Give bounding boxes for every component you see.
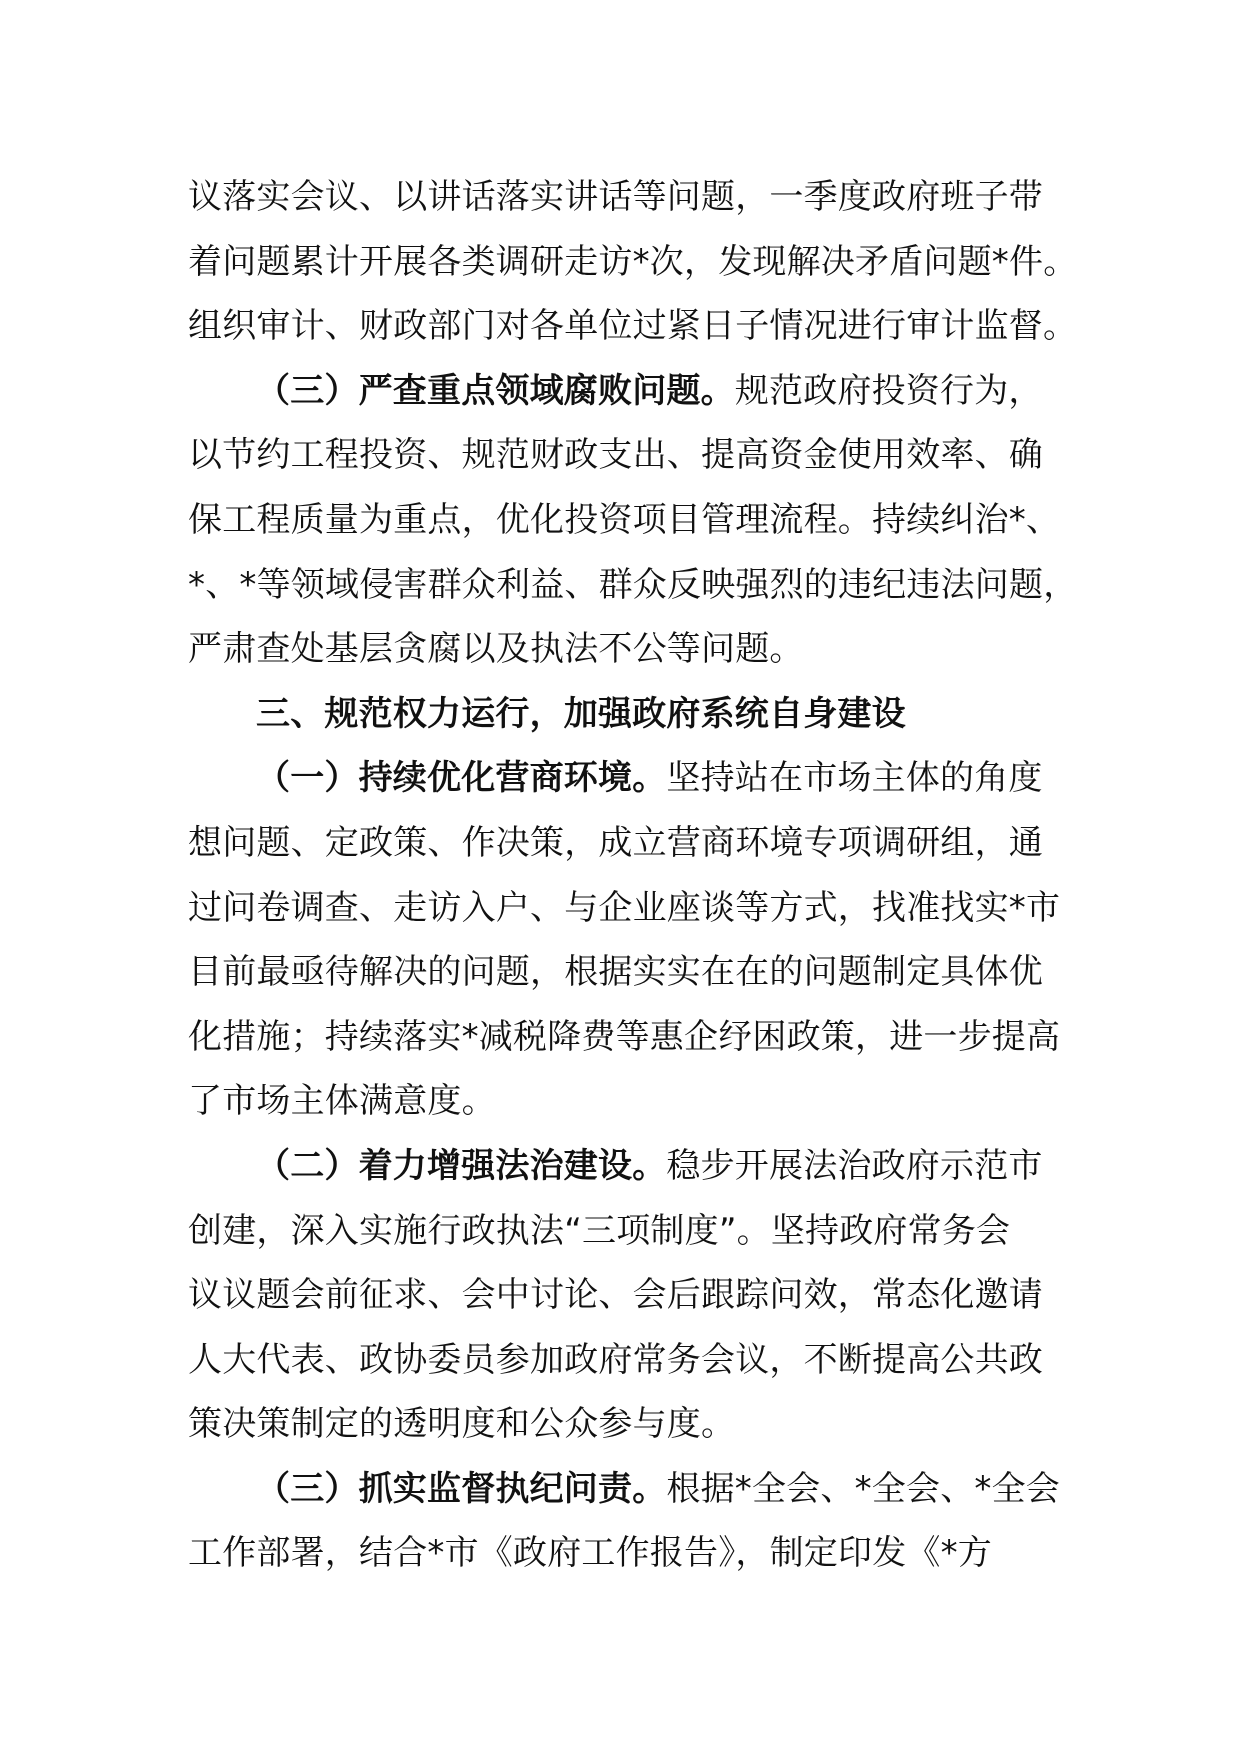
subsection-heading: （三）抓实监督执纪问责。 — [256, 1468, 667, 1509]
line-text: 组织审计、财政部门对各单位过紧日子情况进行审计监督。 — [188, 306, 1078, 347]
document-body — [188, 165, 1088, 1586]
line-text: 想问题、定政策、作决策，成立营商环境专项调研组，通 — [188, 822, 1043, 863]
line-text: 根据*全会、*全会、*全会 — [666, 1468, 1061, 1509]
line-text: 化措施；持续落实*减税降费等惠企纾困政策，进一步提高 — [188, 1016, 1061, 1057]
line-text: 了市场主体满意度。 — [188, 1081, 496, 1122]
text-line — [188, 1069, 1088, 1134]
line-text: 以节约工程投资、规范财政支出、提高资金使用效率、确 — [188, 435, 1043, 476]
text-line — [188, 423, 1088, 488]
text-line — [188, 940, 1088, 1005]
line-text: 坚持站在市场主体的角度 — [666, 758, 1043, 799]
line-text: *、*等领域侵害群众利益、群众反映强烈的违纪违法问题， — [188, 564, 1078, 605]
text-line — [188, 811, 1088, 876]
line-text: 人大代表、政协委员参加政府常务会议，不断提高公共政 — [188, 1339, 1043, 1380]
line-text: 过问卷调查、走访入户、与企业座谈等方式，找准找实*市 — [188, 887, 1061, 928]
line-text: 着问题累计开展各类调研走访*次，发现解决矛盾问题*件。 — [188, 241, 1078, 282]
subsection-heading: （一）持续优化营商环境。 — [256, 758, 667, 799]
line-text: 议落实会议、以讲话落实讲话等问题，一季度政府班子带 — [188, 177, 1043, 217]
subsection-heading: （三）严查重点领域腐败问题。 — [256, 370, 735, 411]
line-text: 规范政府投资行为， — [734, 370, 1043, 411]
chapter-heading: 三、规范权力运行，加强政府系统自身建设 — [256, 693, 906, 734]
line-text: 策决策制定的透明度和公众参与度。 — [188, 1404, 736, 1445]
chapter-heading-line — [188, 682, 1088, 747]
text-line — [188, 876, 1088, 941]
text-line — [188, 230, 1088, 295]
text-line — [188, 1392, 1088, 1457]
subsection-heading: （二）着力增强法治建设。 — [256, 1145, 667, 1186]
section-heading-line — [188, 359, 1088, 424]
line-text: 保工程质量为重点，优化投资项目管理流程。持续纠治*、 — [188, 499, 1061, 540]
line-text: 创建，深入实施行政执法“三项制度”。坚持政府常务会 — [188, 1210, 1011, 1251]
line-text: 稳步开展法治政府示范市 — [666, 1145, 1043, 1186]
line-text: 议议题会前征求、会中讨论、会后跟踪问效，常态化邀请 — [188, 1275, 1043, 1316]
text-line — [188, 1521, 1088, 1586]
text-line — [188, 553, 1088, 618]
line-text: 目前最亟待解决的问题，根据实实在在的问题制定具体优 — [188, 952, 1043, 993]
line-text: 工作部署，结合*市《政府工作报告》，制定印发《*方 — [188, 1533, 992, 1574]
line-text: 严肃查处基层贪腐以及执法不公等问题。 — [188, 629, 804, 670]
text-line — [188, 617, 1088, 682]
section-heading-line — [188, 1134, 1088, 1199]
text-line — [188, 1263, 1088, 1328]
text-line — [188, 294, 1088, 359]
text-line — [188, 488, 1088, 553]
section-heading-line — [188, 1457, 1088, 1522]
text-line — [188, 1199, 1088, 1264]
text-line — [188, 1328, 1088, 1393]
text-line — [188, 1005, 1088, 1070]
text-line — [188, 165, 1088, 230]
section-heading-line — [188, 746, 1088, 811]
